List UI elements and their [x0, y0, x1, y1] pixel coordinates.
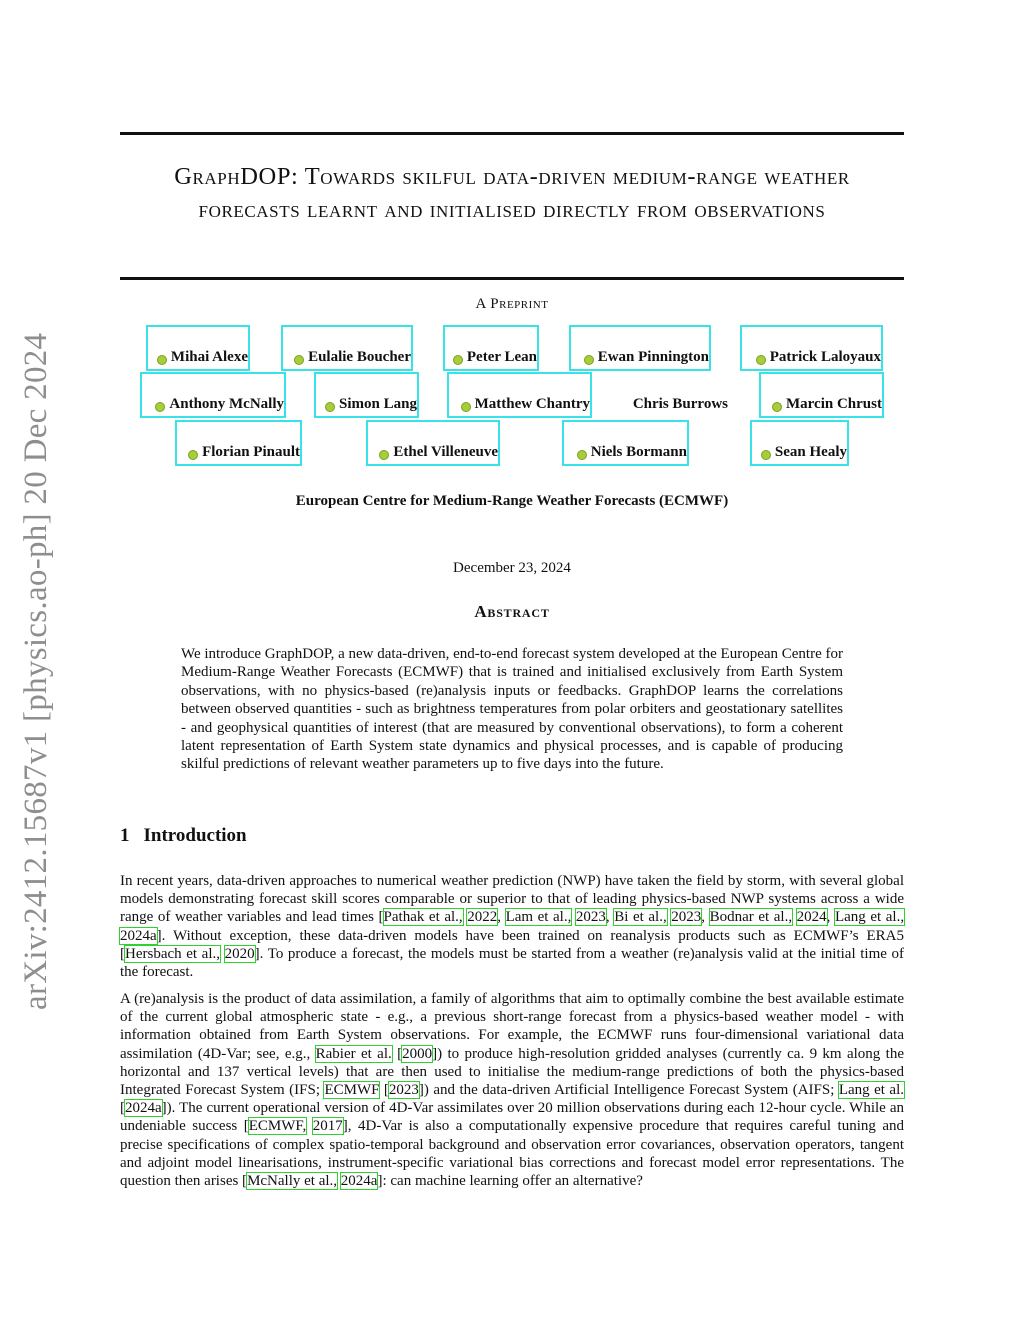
author-link[interactable]: [366, 420, 500, 466]
author-name: Simon Lang: [339, 396, 417, 412]
author-link[interactable]: [750, 420, 849, 466]
preprint-label: A Preprint: [475, 296, 549, 312]
citation-link[interactable]: Bodnar et al.,: [709, 909, 793, 926]
text-run: ]) to produce high-resolution gridded analyses (currently ca. 9 km along the horizontal and 137 vertical levels) that are then used to initialise the medium-range predictions of both the physics-based Integrated Forecast System (IFS;: [120, 1045, 904, 1099]
text-run: ,: [701, 909, 710, 926]
citation-link[interactable]: Lam et al.,: [505, 909, 572, 926]
section-heading: [120, 825, 247, 847]
orcid-icon[interactable]: [188, 450, 198, 460]
author-link[interactable]: [146, 325, 250, 371]
orcid-icon[interactable]: [453, 355, 463, 365]
citation-link[interactable]: McNally et al.,: [247, 1173, 338, 1190]
author-link[interactable]: [759, 372, 884, 418]
text-run: In recent years, data-driven approaches to numerical weather prediction (NWP) have taken the field by storm, with several global models demonstrating forecast skill scores comparable or superior to that of leading physics-based NWP systems across a wide range of weather variables and lead times [: [120, 873, 904, 926]
text-run: ]). The current operational version of 4D-Var assimilates over 20 million observations during each 12-hour cycle. While an undeniable success [: [120, 1100, 904, 1135]
author-name: Niels Bormann: [590, 444, 687, 460]
text-run: ,: [605, 909, 615, 926]
author-link[interactable]: [447, 372, 592, 418]
text-run: ]. Without exception, these data-driven models have been trained on reanalysis products such as ECMWF’s ERA5 [: [120, 927, 904, 962]
author-name-plain: [612, 372, 730, 418]
title-top-rule: [120, 132, 904, 135]
text-run: [: [379, 1082, 389, 1099]
citation-link[interactable]: 2023: [388, 1082, 419, 1099]
orcid-icon[interactable]: [461, 402, 471, 412]
orcid-icon[interactable]: [155, 402, 165, 412]
date: December 23, 2024: [453, 560, 571, 576]
orcid-icon[interactable]: [772, 402, 782, 412]
citation-link[interactable]: 2022: [467, 909, 498, 926]
arxiv-side-stamp: arXiv:2412.15687v1 [physics.ao-ph] 20 Dec 2024: [18, 332, 54, 1010]
affiliation: European Centre for Medium-Range Weather Forecasts (ECMWF): [295, 493, 729, 509]
citation-link[interactable]: 2020: [224, 945, 255, 962]
paragraph-intro-2: [120, 990, 904, 1190]
citation-link[interactable]: Hersbach et al.,: [125, 945, 221, 962]
citation-link[interactable]: 2024a: [340, 1173, 378, 1190]
text-run: [792, 909, 797, 925]
text-run: ]. To produce a forecast, the models must be started from a weather (re)analysis valid at the initial time of the forecast.: [120, 945, 904, 981]
citation-link[interactable]: ECMWF,: [248, 1118, 307, 1135]
citation-link[interactable]: Bi et al.,: [614, 909, 667, 926]
author-name: Matthew Chantry: [474, 396, 590, 412]
author-link[interactable]: [175, 420, 302, 466]
orcid-icon[interactable]: [584, 355, 594, 365]
text-run: [306, 1118, 312, 1134]
orcid-icon[interactable]: [577, 450, 587, 460]
text-run: [: [120, 1100, 125, 1117]
citation-link[interactable]: 2023: [671, 909, 702, 926]
citation-link[interactable]: ECMWF: [324, 1082, 380, 1099]
author-name: Eulalie Boucher: [308, 349, 411, 365]
citation-link[interactable]: 2000: [402, 1045, 433, 1062]
citation-link[interactable]: 2024: [796, 909, 827, 926]
author-link[interactable]: [281, 325, 413, 371]
author-name: Patrick Laloyaux: [769, 349, 881, 365]
citation-link[interactable]: Lang et al.: [838, 1082, 904, 1099]
author-name: Ethel Villeneuve: [393, 444, 498, 460]
orcid-icon[interactable]: [157, 355, 167, 365]
author-name: Chris Burrows: [632, 396, 728, 412]
section-title: Introduction: [143, 825, 247, 846]
author-name: Florian Pinault: [202, 444, 300, 460]
author-link[interactable]: [443, 325, 539, 371]
citation-link[interactable]: Rabier et al.: [315, 1045, 392, 1062]
author-name: Anthony McNally: [169, 396, 284, 412]
text-run: ]: can machine learning offer an alternative?: [377, 1173, 643, 1190]
author-name: Sean Healy: [774, 444, 847, 460]
author-link[interactable]: [140, 372, 286, 418]
author-name: Ewan Pinnington: [597, 349, 709, 365]
author-link[interactable]: [314, 372, 419, 418]
citation-link[interactable]: Lang et al.,: [834, 909, 905, 926]
author-name: Mihai Alexe: [170, 349, 248, 365]
orcid-icon[interactable]: [294, 355, 304, 365]
orcid-icon[interactable]: [761, 450, 771, 460]
abstract-text: We introduce GraphDOP, a new data-driven, end-to-end forecast system developed at the European Centre for Medium-Range Weather Forecasts (ECMWF) that is trained and initialised exclusively from Earth System observations, with no physics-based (re)analysis inputs or feedbacks. GraphDOP learns the correlations between observed quantities - such as brightness temperatures from polar orbiters and geostationary satellites - and geophysical quantities of interest (that are measured by conventional observations), to form a coherent latent representation of Earth System state dynamics and physical processes, and is capable of producing skilful predictions of relevant weather parameters up to five days into the future.: [181, 646, 843, 773]
text-run: ,: [497, 909, 506, 926]
citation-link[interactable]: 2024a: [120, 927, 157, 944]
citation-link[interactable]: 2023: [575, 909, 606, 926]
author-link[interactable]: [562, 420, 689, 466]
author-name: Peter Lean: [466, 349, 537, 365]
author-name: Marcin Chrust: [786, 396, 882, 412]
abstract-heading: Abstract: [474, 602, 550, 621]
paper-title: GraphDOP: Towards skilful data-driven medium-range weather forecasts learnt and initialised directly from observations: [174, 163, 850, 223]
text-run: [220, 946, 225, 962]
section-number: 1: [120, 825, 130, 846]
title-bottom-rule: [120, 277, 904, 280]
orcid-icon[interactable]: [325, 402, 335, 412]
text-run: [: [391, 1045, 403, 1062]
author-link[interactable]: [569, 325, 711, 371]
orcid-icon[interactable]: [756, 355, 766, 365]
text-run: A (re)analysis is the product of data assimilation, a family of algorithms that aim to optimally combine the best available estimate of the current global atmospheric state - e.g., a previous short-range forecast from a physics-based weather model - with information obtained from Earth System observations. For example, the ECMWF runs four-dimensional variational data assimilation (4D-Var; see, e.g.,: [120, 991, 904, 1062]
orcid-icon[interactable]: [379, 450, 389, 460]
text-run: ], 4D-Var is also a computationally expensive procedure that requires careful tuning and precise specifications of complex spatio-temporal background and observation error covariances, observation operators, tangent and adjoint model linearisations, instrument-specific variational bias corrections and forecast model error representations. The question then arises [: [120, 1118, 904, 1190]
text-run: ]) and the data-driven Artificial Intelligence Forecast System (AIFS;: [418, 1082, 839, 1099]
author-link[interactable]: [740, 325, 883, 371]
citation-link[interactable]: 2017: [312, 1118, 343, 1135]
citation-link[interactable]: Pathak et al.,: [383, 909, 463, 926]
text-run: ,: [826, 909, 835, 926]
paragraph-intro-1: [120, 872, 904, 981]
citation-link[interactable]: 2024a: [125, 1100, 162, 1117]
